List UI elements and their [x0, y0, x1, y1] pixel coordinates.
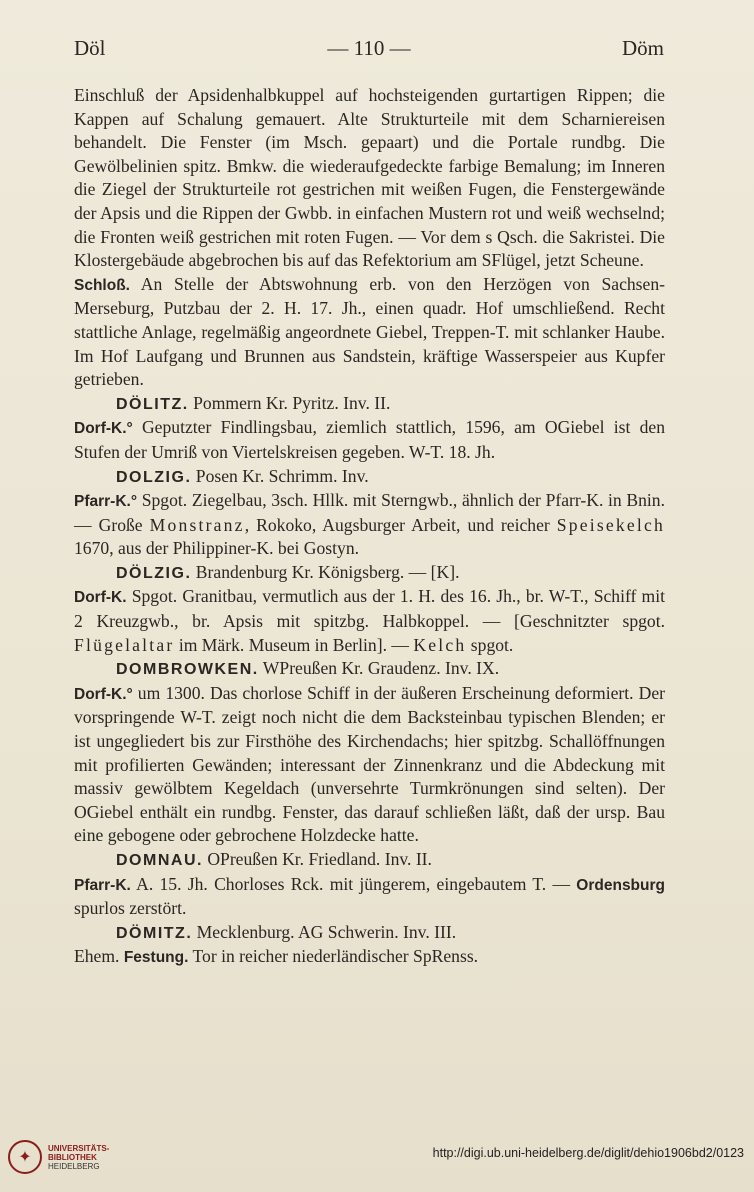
spaced-term: Speisekelch: [556, 514, 666, 535]
text-run: Einschluß der Apsidenhalbkuppel auf hochsteigenden gurtartigen Rippen; die Kappen auf Schalung gemauert. Alte Strukturteile mit dem Scharniereisen behandelt. Die Fenster (im Msch. gepaart) und die Portale rundbg. Die Gewölbelinien spitz. Bmkw. die wiederaufgedeckte farbige Bemalung; im Inneren die Ziegel der Strukturteile rot gestrichen mit weißen Fugen, die Fenstergewände der Apsis und die Rippen der Gwbb. in einfachen Mustern rot und weiß wechselnd; die Fronten weiß gestrichen mit roten Fugen. — Vor dem s Qsch. die Sakristei. Die Klostergebäude abgebrochen bis auf das Refektorium am SFlügel, jetzt Scheune.: [74, 85, 665, 271]
paragraph: [74, 657, 665, 682]
running-head-left: Döl: [74, 36, 106, 60]
text-run: Tor in reicher niederländischer SpRenss.: [188, 946, 479, 967]
library-logo[interactable]: [8, 1140, 148, 1176]
entry-place-name: DÖLZIG.: [116, 564, 192, 582]
entry-place-name: DÖMITZ.: [116, 924, 193, 942]
body-text: [74, 84, 665, 970]
text-run: OPreußen Kr. Friedland. Inv. II.: [202, 849, 432, 869]
entry-place-name: DOMBROWKEN.: [116, 661, 259, 679]
entry-keyword: Dorf-K.: [74, 589, 127, 607]
spaced-term: Flügelaltar: [74, 634, 175, 655]
paragraph: [74, 873, 665, 921]
paragraph: [74, 921, 665, 946]
paragraph: [74, 416, 665, 464]
paragraph: [74, 465, 665, 490]
text-run: um 1300. Das chorlose Schiff in der äußeren Erscheinung deformiert. Der vorspringende W-T. zeigt noch nicht die dem Backsteinbau typischen Blenden; er ist ungegliedert bis zur Firsthöhe des Kirchendachs; hier spitzbg. Schallöffnungen mit profilierten Gewänden; interessant der Zinnenkranz und die Abdeckung mit massiv gewölbtem Kegeldach (unversehrte Turmkrönungen sind selten). Der OGiebel enthält ein rundbg. Fenster, das darauf schließen läßt, daß der ursp. Bau eine gebogene oder gebrochene Holzdecke hatte.: [74, 682, 665, 846]
logo-line-2: BIBLIOTHEK: [48, 1153, 97, 1162]
paragraph: [74, 273, 665, 392]
footer: [0, 1128, 754, 1178]
text-run: , Rokoko, Augsburger Arbeit, und reicher: [244, 514, 557, 535]
entry-keyword: Pfarr-K.: [74, 876, 131, 894]
entry-keyword: Pfarr-K.°: [74, 493, 138, 511]
paragraph: [74, 392, 665, 417]
text-run: Ehem.: [74, 946, 124, 967]
text-run: A. 15. Jh. Chorloses Rck. mit jüngerem, eingebautem T. —: [130, 873, 577, 894]
seal-icon: ✦: [8, 1140, 42, 1174]
entry-keyword: Ordensburg: [576, 876, 665, 894]
entry-place-name: DOLZIG.: [116, 468, 192, 486]
text-run: Mecklenburg. AG Schwerin. Inv. III.: [192, 921, 457, 942]
text-run: spurlos zerstört.: [74, 898, 187, 919]
page-number: — 110 —: [327, 36, 411, 60]
entry-keyword: Dorf-K.°: [74, 685, 133, 703]
text-run: Pommern Kr. Pyritz. Inv. II.: [188, 392, 391, 413]
entry-keyword: Dorf-K.°: [74, 420, 133, 438]
text-run: im Märk. Museum in Berlin]. —: [174, 634, 414, 655]
spaced-term: Kelch: [413, 634, 467, 655]
logo-line-3: HEIDELBERG: [48, 1162, 100, 1171]
text-run: An Stelle der Abtswohnung erb. von den Herzögen von Sachsen-Merseburg, Putzbau der 2. H. 17. Jh., einen quadr. Hof umschließend. Recht stattliche Anlage, regelmäßig angeordnete Giebel, Treppen-T. mit schlanker Haube. Im Hof Laufgang und Brunnen aus Sandstein, kräftige Wasserspeier aus Kupfer getrieben.: [74, 273, 665, 390]
text-run: 1670, aus der Philippiner-K. bei Gostyn.: [74, 538, 360, 559]
running-head-right: Döm: [622, 36, 664, 60]
text-run: Posen Kr. Schrimm. Inv.: [191, 465, 369, 486]
source-url-link[interactable]: http://digi.ub.uni-heidelberg.de/diglit/dehio1906bd2/0123: [432, 1146, 744, 1160]
entry-keyword: Festung.: [123, 949, 189, 967]
text-run: Spgot. Granitbau, vermutlich aus der 1. H. des 16. Jh., br. W-T., Schiff mit 2 Kreuzgwb., br. Apsis mit spitzbg. Halbkoppel. — [Geschnitzter spgot.: [74, 586, 665, 632]
text-run: WPreußen Kr. Graudenz. Inv. IX.: [258, 658, 500, 679]
entry-place-name: DOMNAU.: [116, 852, 203, 869]
text-run: Geputzter Findlingsbau, ziemlich stattlich, 1596, am OGiebel ist den Stufen der Umriß von Viertelskreisen gegeben. W-T. 18. Jh.: [74, 417, 665, 462]
paragraph: [74, 561, 665, 586]
paragraph: [74, 489, 665, 561]
spaced-term: Monstranz: [149, 514, 245, 535]
text-run: Brandenburg Kr. Königsberg. — [K].: [191, 561, 460, 582]
entry-place-name: DÖLITZ.: [116, 395, 189, 413]
logo-line-1: UNIVERSITÄTS-: [48, 1144, 110, 1153]
paragraph: [74, 682, 665, 848]
paragraph: [74, 585, 665, 657]
entry-keyword: Schloß.: [74, 276, 130, 294]
paragraph: [74, 848, 665, 873]
text-run: spgot.: [466, 634, 514, 655]
text-run: Spgot. Ziegelbau, 3sch. Hllk. mit Sterngwb., ähnlich der Pfarr-K. in Bnin. — Große: [74, 490, 665, 535]
logo-text: [48, 1144, 148, 1171]
running-head: [74, 36, 664, 66]
paragraph: [74, 945, 665, 970]
paragraph: [74, 84, 665, 273]
